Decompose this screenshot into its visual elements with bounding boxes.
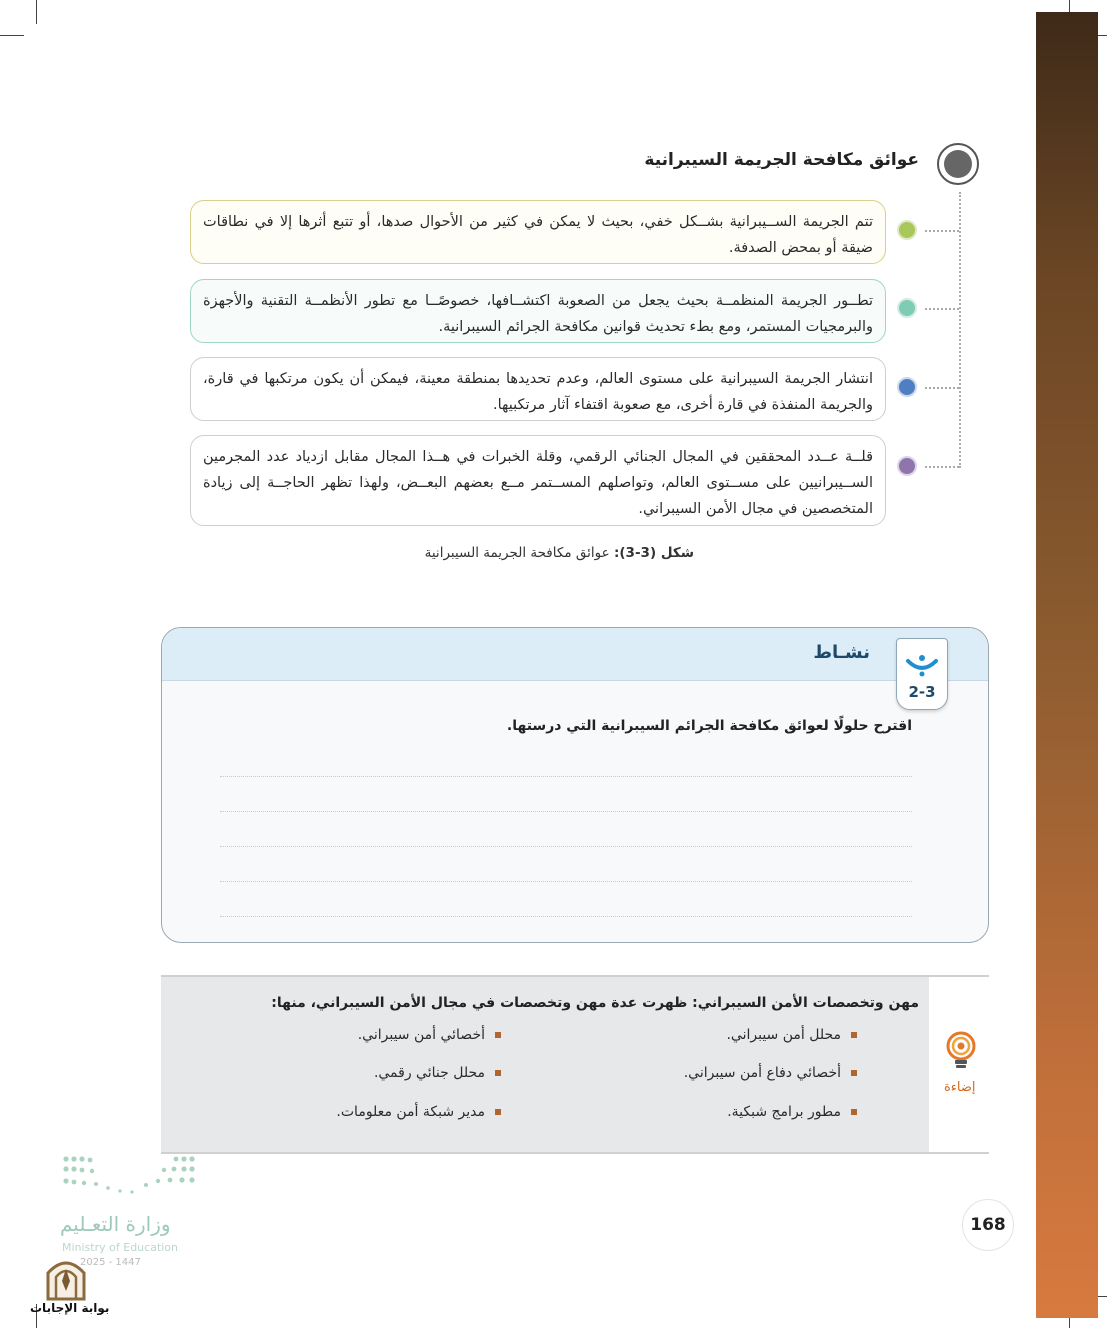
- bullet-icon: [851, 1032, 857, 1038]
- figure-caption: [300, 545, 694, 561]
- obstacle-marker-icon: [897, 298, 917, 318]
- info-item-text: محلل أمن سيبراني.: [726, 1027, 841, 1043]
- connector-tick: [925, 308, 959, 310]
- info-item: [358, 1027, 501, 1043]
- crop-mark: [0, 35, 24, 36]
- answer-line[interactable]: [220, 846, 912, 847]
- info-panel: [161, 975, 989, 1154]
- info-item: [727, 1104, 857, 1120]
- answer-line[interactable]: [220, 811, 912, 812]
- activity-box: [161, 627, 989, 943]
- bullet-icon: [851, 1070, 857, 1076]
- obstacle-box-2: [190, 279, 886, 343]
- obstacle-marker-icon: [897, 456, 917, 476]
- ministry-logo-dots-icon: [62, 1155, 198, 1199]
- ministry-year: 2025 - 1447: [80, 1257, 141, 1268]
- activity-title: نشـاط: [813, 642, 870, 663]
- connector-tick: [925, 466, 959, 468]
- obstacle-text: انتشار الجريمة السيبرانية على مستوى العالم، وعدم تحديدها بمنطقة معينة، فيمكن أن يكون مرتكبها في قارة، والجريمة المنفذة في قارة أخرى، مع صعوبة اقتفاء آثار مرتكبيها.: [203, 371, 873, 413]
- info-item: [726, 1027, 857, 1043]
- figure-caption-label: شكل (3-3):: [613, 545, 694, 561]
- obstacle-box-3: [190, 357, 886, 421]
- bullet-icon: [851, 1109, 857, 1115]
- answer-line[interactable]: [220, 916, 912, 917]
- obstacle-marker-icon: [897, 220, 917, 240]
- obstacle-text: تطــور الجريمة المنظمــة بحيث يجعل من الصعوبة اكتشــافها، خصوصًــا مع تطور الأنظمــة التقنية والأجهزة والبرمجيات المستمر، ومع بطء تحديث قوانين مكافحة الجرائم السيبرانية.: [203, 293, 873, 335]
- info-item-text: محلل جنائي رقمي.: [373, 1065, 485, 1081]
- obstacle-text: قلــة عــدد المحققين في المجال الجنائي الرقمي، وقلة الخبرات في هــذا المجال مقابل ازدياد عدد المجرمين الســيبرانيين على مســتوى العالم، وتواصلهم المســتمر مــع بعضهم البعــض، ولهذا تظهر الحاجــة إلى زيادة المتخصصين في مجال الأمن السيبراني.: [203, 449, 873, 517]
- info-title: مهن وتخصصات الأمن السيبراني: ظهرت عدة مهن وتخصصات في مجال الأمن السيبراني، منها:: [271, 995, 919, 1011]
- info-item: [374, 1065, 501, 1081]
- bullet-icon: [495, 1070, 501, 1076]
- gate-label: بوابة الإجابات: [30, 1301, 110, 1315]
- info-item-text: مدير شبكة أمن معلومات.: [336, 1104, 485, 1120]
- ministry-name-en: Ministry of Education: [62, 1241, 179, 1254]
- connector-tick: [925, 230, 959, 232]
- activity-number: 2-3: [908, 683, 936, 701]
- info-item: [336, 1104, 501, 1120]
- connector-line: [959, 192, 961, 468]
- lightbulb-icon: [944, 1030, 978, 1072]
- activity-prompt: اقترح حلولًا لعوائق مكافحة الجرائم السيبرانية التي درستها.: [506, 718, 912, 734]
- info-item-text: أخصائي دفاع أمن سيبراني.: [683, 1065, 841, 1081]
- obstacle-marker-icon: [897, 377, 917, 397]
- activity-tab: [896, 638, 948, 710]
- info-panel-body: [161, 977, 929, 1152]
- obstacle-box-1: [190, 200, 886, 264]
- gate-logo-icon: [44, 1255, 88, 1301]
- activity-icon: [905, 653, 939, 679]
- bullet-icon: [495, 1032, 501, 1038]
- crop-mark: [36, 0, 37, 24]
- page-number: 168: [962, 1199, 1014, 1251]
- heading-bullet-icon: [937, 143, 979, 185]
- info-item-text: مطور برامج شبكية.: [727, 1104, 841, 1120]
- answer-line[interactable]: [220, 881, 912, 882]
- info-item: [684, 1065, 857, 1081]
- idea-label: إضاءة: [944, 1080, 976, 1095]
- decorative-side-band: [1036, 12, 1098, 1318]
- answer-line[interactable]: [220, 776, 912, 777]
- obstacle-text: تتم الجريمة الســيبرانية بشــكل خفي، بحيث لا يمكن في كثير من الأحوال صدها، أو تتبع أثرها إلا في نطاقات ضيقة أو بمحض الصدفة.: [203, 214, 873, 256]
- section-heading: عوائق مكافحة الجريمة السيبرانية: [644, 150, 919, 170]
- bullet-icon: [495, 1109, 501, 1115]
- figure-caption-text: عوائق مكافحة الجريمة السيبرانية: [424, 545, 614, 561]
- info-item-text: أخصائي أمن سيبراني.: [357, 1027, 485, 1043]
- obstacle-box-4: [190, 435, 886, 526]
- connector-tick: [925, 387, 959, 389]
- ministry-name-ar: وزارة التعـليم: [60, 1212, 171, 1236]
